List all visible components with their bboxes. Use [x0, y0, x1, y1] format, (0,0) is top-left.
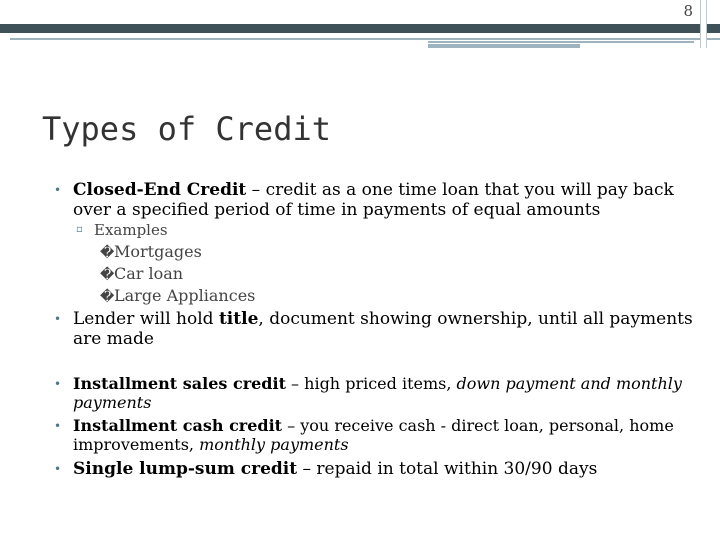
accent-line [10, 38, 700, 40]
example-text: Large Appliances [114, 286, 256, 305]
lender-text: Lender will hold [73, 309, 219, 329]
accent-line [706, 38, 720, 40]
header-band [0, 24, 700, 33]
emphasis: down payment and monthly payments [73, 374, 682, 412]
definition: – credit as a one time loan that you will pay back over a specified period of time in payments of equal amounts [73, 180, 674, 220]
term: Installment sales credit [73, 374, 286, 393]
divider [700, 0, 701, 48]
definition: – repaid in total within 30/90 days [297, 459, 598, 479]
divider [706, 0, 707, 48]
emphasis: monthly payments [199, 435, 349, 454]
slide-title: Types of Credit [42, 110, 331, 148]
term: Installment cash credit [73, 416, 283, 435]
accent-line [428, 41, 694, 43]
bullet-icon: • [54, 183, 62, 197]
bullet-icon: • [54, 312, 62, 326]
term: Closed-End Credit [73, 180, 247, 200]
accent-line [428, 44, 580, 48]
bullet-icon: • [54, 377, 62, 391]
bullet-icon: • [54, 462, 62, 476]
example-item [100, 286, 255, 307]
header-band-right [706, 24, 720, 33]
unknown-glyph-icon: � [100, 289, 115, 305]
term: Single lump-sum credit [73, 459, 298, 479]
example-text: Car loan [114, 264, 184, 283]
term: title [218, 309, 259, 329]
unknown-glyph-icon: � [100, 245, 115, 261]
unknown-glyph-icon: � [100, 267, 115, 283]
example-item [100, 242, 202, 263]
example-item [100, 264, 183, 285]
bullet-lump-sum [54, 459, 694, 479]
bullet-lender [54, 309, 694, 349]
bullet-icon: • [54, 419, 62, 433]
example-text: Mortgages [114, 242, 202, 261]
definition: – you receive cash - direct loan, personal, home improvements, [73, 416, 674, 454]
lender-text: , document showing ownership, until all payments are made [73, 309, 693, 349]
slide-number: 8 [683, 2, 693, 20]
sub-bullet-examples [76, 221, 168, 239]
definition: – high priced items, [285, 374, 457, 393]
examples-label: Examples [94, 221, 168, 239]
bullet-installment-cash [54, 416, 694, 454]
bullet-closed-end [54, 180, 694, 220]
sub-bullet-icon: ▫ [76, 224, 83, 235]
bullet-installment-sales [54, 374, 694, 412]
